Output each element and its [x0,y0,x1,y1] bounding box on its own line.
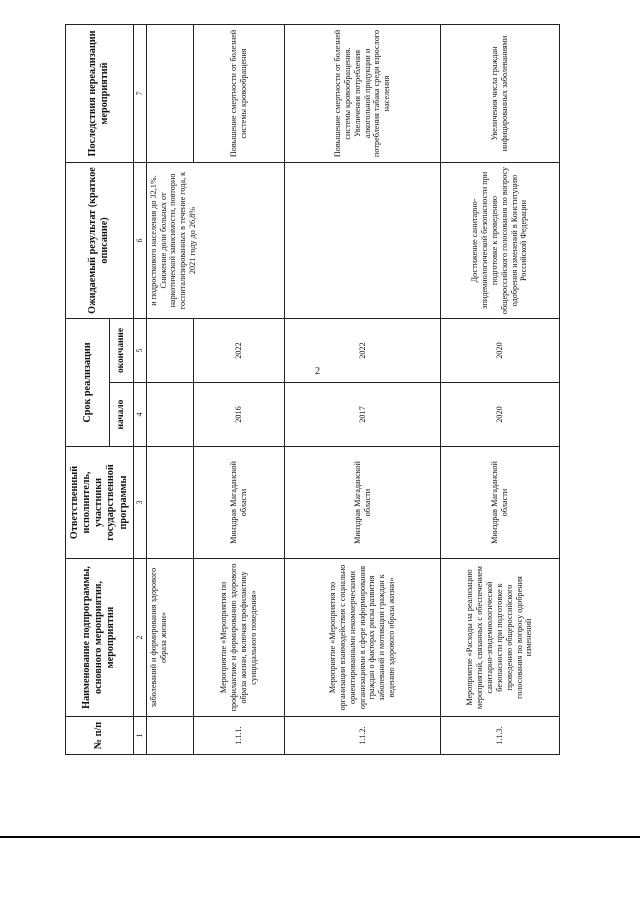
row-name: Мероприятие «Мероприятия по профилактике и формированию здорового образа жизни, включая профилактику суицидального поведения» [193,559,285,717]
header-period: Срок реализации [66,318,110,446]
row-end: 2022 [285,318,440,382]
header-consequences: Последствия нереализации мероприятий [66,24,134,162]
row-name: Мероприятие «Мероприятия по организации взаимодействия с социально ориентированными некоммерческими организациями в сфере информирования граждан о факторах риска развития заболеваний и мотивации граждан к ведению здорового образа жизни» [285,559,440,717]
continuation-result: и подросткового населения до 32,1%. Снижение доли больных от наркотической зависимости, повторно госпитализированных в течение года, к 2021 году до 26,8% [146,162,285,318]
program-measures-table [65,24,560,755]
header-period-start: начало [110,383,133,447]
rotated-table-container [65,25,560,755]
row-end: 2020 [440,318,559,382]
continuation-name: заболеваний и формирования здорового образа жизни» [146,559,193,717]
table-row [440,24,559,754]
header-num: № п/п [66,717,134,755]
header-period-end: окончание [110,318,133,382]
row-start: 2020 [440,383,559,447]
row-num: 1.1.2. [285,717,440,755]
row-num: 1.1.3. [440,717,559,755]
table-row [193,24,285,754]
row-start: 2016 [193,383,285,447]
column-number: 6 [133,162,146,318]
column-number: 3 [133,447,146,559]
row-end: 2022 [193,318,285,382]
row-consequences: Повышение смертности от болезней системы кровообращения [193,24,285,162]
row-consequences: Повышение смертности от болезней системы кровообращения. Увеличения потребления алкогольной продукции и потребления табака среди взрослого населения [285,24,440,162]
row-responsible: Минздрав Магаданской области [285,447,440,559]
column-number: 4 [133,383,146,447]
header-responsible: Ответственный исполнитель, участники государственной программы [66,447,134,559]
row-result: Достижение санитарно-эпидемиологической безопасности при подготовке к проведению общероссийского голосования по вопросу одобрения изменений в Конституцию Российской Федерации [440,162,559,318]
column-number: 7 [133,24,146,162]
header-result: Ожидаемый результат (краткое описание) [66,162,134,318]
row-start: 2017 [285,383,440,447]
column-number: 2 [133,559,146,717]
column-number-row [133,24,146,754]
row-consequences: Увеличения числа граждан инфицированных заболеваниями [440,24,559,162]
bottom-rule [0,836,640,838]
header-name: Наименование подпрограммы, основного мероприятия, мероприятия [66,559,134,717]
column-number: 5 [133,318,146,382]
row-responsible: Минздрав Магаданской области [193,447,285,559]
row-result [285,162,440,318]
row-num: 1.1.1. [193,717,285,755]
column-number: 1 [133,717,146,755]
page-number: 2 [315,366,320,377]
table-row [285,24,440,754]
row-responsible: Минздрав Магаданской области [440,447,559,559]
row-name: Мероприятие «Расходы на реализацию мероприятий, связанных с обеспечением санитарно-эпидемиологической безопасности при подготовке к проведению общероссийского голосования по вопросу одобрения изменений [440,559,559,717]
continuation-row [146,24,193,754]
